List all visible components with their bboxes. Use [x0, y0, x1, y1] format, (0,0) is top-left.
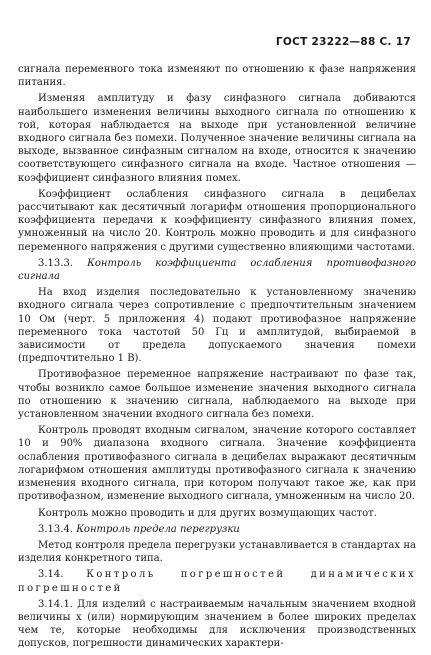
- paragraph: 3.14.1. Для изделий с настраиваемым начальным значением входной величины х (или) нормирующим значением в более широких пределах чем те, которые необходимы для исключения производственных допусков, погрешности динамических характери-: [18, 598, 416, 650]
- paragraph: Метод контроля предела перегрузки устанавливается в стандартах на изделия конкретного типа.: [18, 539, 416, 565]
- section-title: Контроль погрешностей динамических погрешностей: [18, 569, 416, 594]
- section-heading-3-14: [18, 568, 416, 594]
- section-number: 3.13.4.: [38, 523, 73, 535]
- paragraph: Коэффициент ослабления синфазного сигнала в децибелах рассчитывают как десятичный логарифм отношения пропорционального коэффициента передачи к коэффициенту синфазного влияния помех, умноженный на число 20. Контроль можно проводить и для синфазного переменного напряжения с другими существенно влияющими частотами.: [18, 188, 416, 253]
- paragraph: Контроль можно проводить и для других возмущающих частот.: [38, 507, 377, 519]
- section-number: 3.13.3.: [38, 257, 73, 269]
- paragraph: Противофазное переменное напряжение настраивают по фазе так, чтобы возникло самое большое изменение значения выходного сигнала по отношению к значению сигнала, наблюдаемого на выходе при установленном значении входного сигнала без помехи.: [18, 369, 416, 421]
- paragraph: сигнала переменного тока изменяют по отношению к фазе напряжения питания.: [18, 64, 416, 89]
- section-heading-3-13-4: [18, 523, 416, 536]
- document-body: [18, 63, 416, 654]
- section-number: 3.14.: [38, 569, 64, 581]
- section-title: Контроль коэффициента ослабления противофазного сигнала: [18, 257, 416, 283]
- paragraph: На вход изделия последовательно к установленному значению входного сигнала через сопротивление с предпочтительным значением 10 Ом (черт. 5 приложения 4) подают противофазное напряжение переменного тока частотой 50 Гц и амплитудой, выбираемой в зависимости от предела допускаемого значения помехи (предпочтительно 1 В).: [18, 287, 416, 365]
- section-title: Контроль предела перегрузки: [76, 523, 240, 535]
- standard-header: ГОСТ 23222—88 С. 17: [275, 36, 411, 48]
- section-heading-3-13-3: [18, 257, 416, 283]
- paragraph: Изменяя амплитуду и фазу синфазного сигнала добиваются наибольшего изменения величины выходного сигнала по отношению к той, которая наблюдается на выходе при установленной величине входного сигнала без помехи. Полученное значение величины сигнала на выходе, вызванное синфазным сигналом на входе, относится к значению соответствующего синфазного сигнала на входе. Частное отношения — коэффициент синфазного влияния помех.: [18, 93, 416, 184]
- paragraph: Контроль проводят входным сигналом, значение которого составляет 10 и 90% диапазона входного сигнала. Значение коэффициента ослабления противофазного сигнала в децибелах выражают десятичным логарифмом отношения амплитуды противофазного сигнала к значению изменения входного сигнала, при котором получают такое же, как при противофазном, изменение выходного сигнала, умноженным на число 20.: [18, 425, 416, 503]
